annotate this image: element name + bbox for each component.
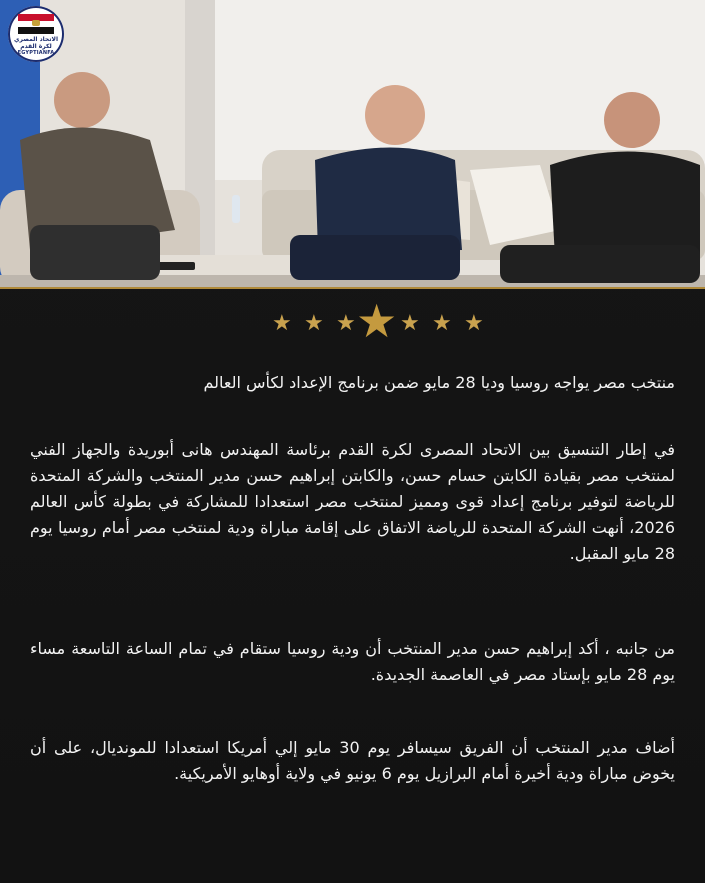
star-row bbox=[0, 294, 705, 348]
article-paragraph: في إطار التنسيق بين الاتحاد المصرى لكرة القدم برئاسة المهندس هانى أبوريدة والجهاز الفني لمنتخب مصر بقيادة الكابتن حسام حسن، والكابتن إبراهيم حسن مدير المنتخب والشركة المتحدة للرياضة لتوفير برنامج إعداد قوى ومميز لمنتخب مصر استعدادا للمشاركة في بطولة كأس العالم 2026، أنهت الشركة المتحدة للرياضة الاتفاق على إقامة مباراة ودية لمنتخب مصر أمام روسيا يوم 28 مايو المقبل. bbox=[30, 440, 675, 563]
gold-divider bbox=[0, 287, 705, 289]
article-paragraph: من جانبه ، أكد إبراهيم حسن مدير المنتخب أن ودية روسيا ستقام في تمام الساعة التاسعة مساء يوم 28 مايو بإستاد مصر في العاصمة الجديدة. bbox=[30, 639, 675, 684]
article-paragraph: أضاف مدير المنتخب أن الفريق سيسافر يوم 30 مايو إلي أمريكا استعدادا للمونديال، على أن يخوض مباراة ودية أخيرة أمام البرازيل يوم 6 يونيو في ولاية أوهايو الأمريكية. bbox=[30, 738, 675, 783]
star-icon: ★ bbox=[304, 311, 324, 336]
egyptian-fa-logo bbox=[8, 6, 64, 62]
star-icon: ★ bbox=[336, 311, 356, 336]
header-photo bbox=[0, 0, 705, 287]
eagle-icon bbox=[32, 20, 40, 26]
star-icon: ★ bbox=[356, 294, 398, 348]
star-icon: ★ bbox=[464, 311, 484, 336]
article-title: منتخب مصر يواجه روسيا وديا 28 مايو ضمن برنامج الإعداد لكأس العالم bbox=[203, 373, 675, 392]
meeting-photo-illustration bbox=[0, 0, 705, 287]
star-icon: ★ bbox=[272, 311, 292, 336]
star-icon: ★ bbox=[400, 311, 420, 336]
logo-english-text: EGYPTIANFA bbox=[17, 50, 55, 56]
logo-arabic-text: الاتحاد المصري لكرة القدم bbox=[14, 36, 58, 50]
star-icon: ★ bbox=[432, 311, 452, 336]
